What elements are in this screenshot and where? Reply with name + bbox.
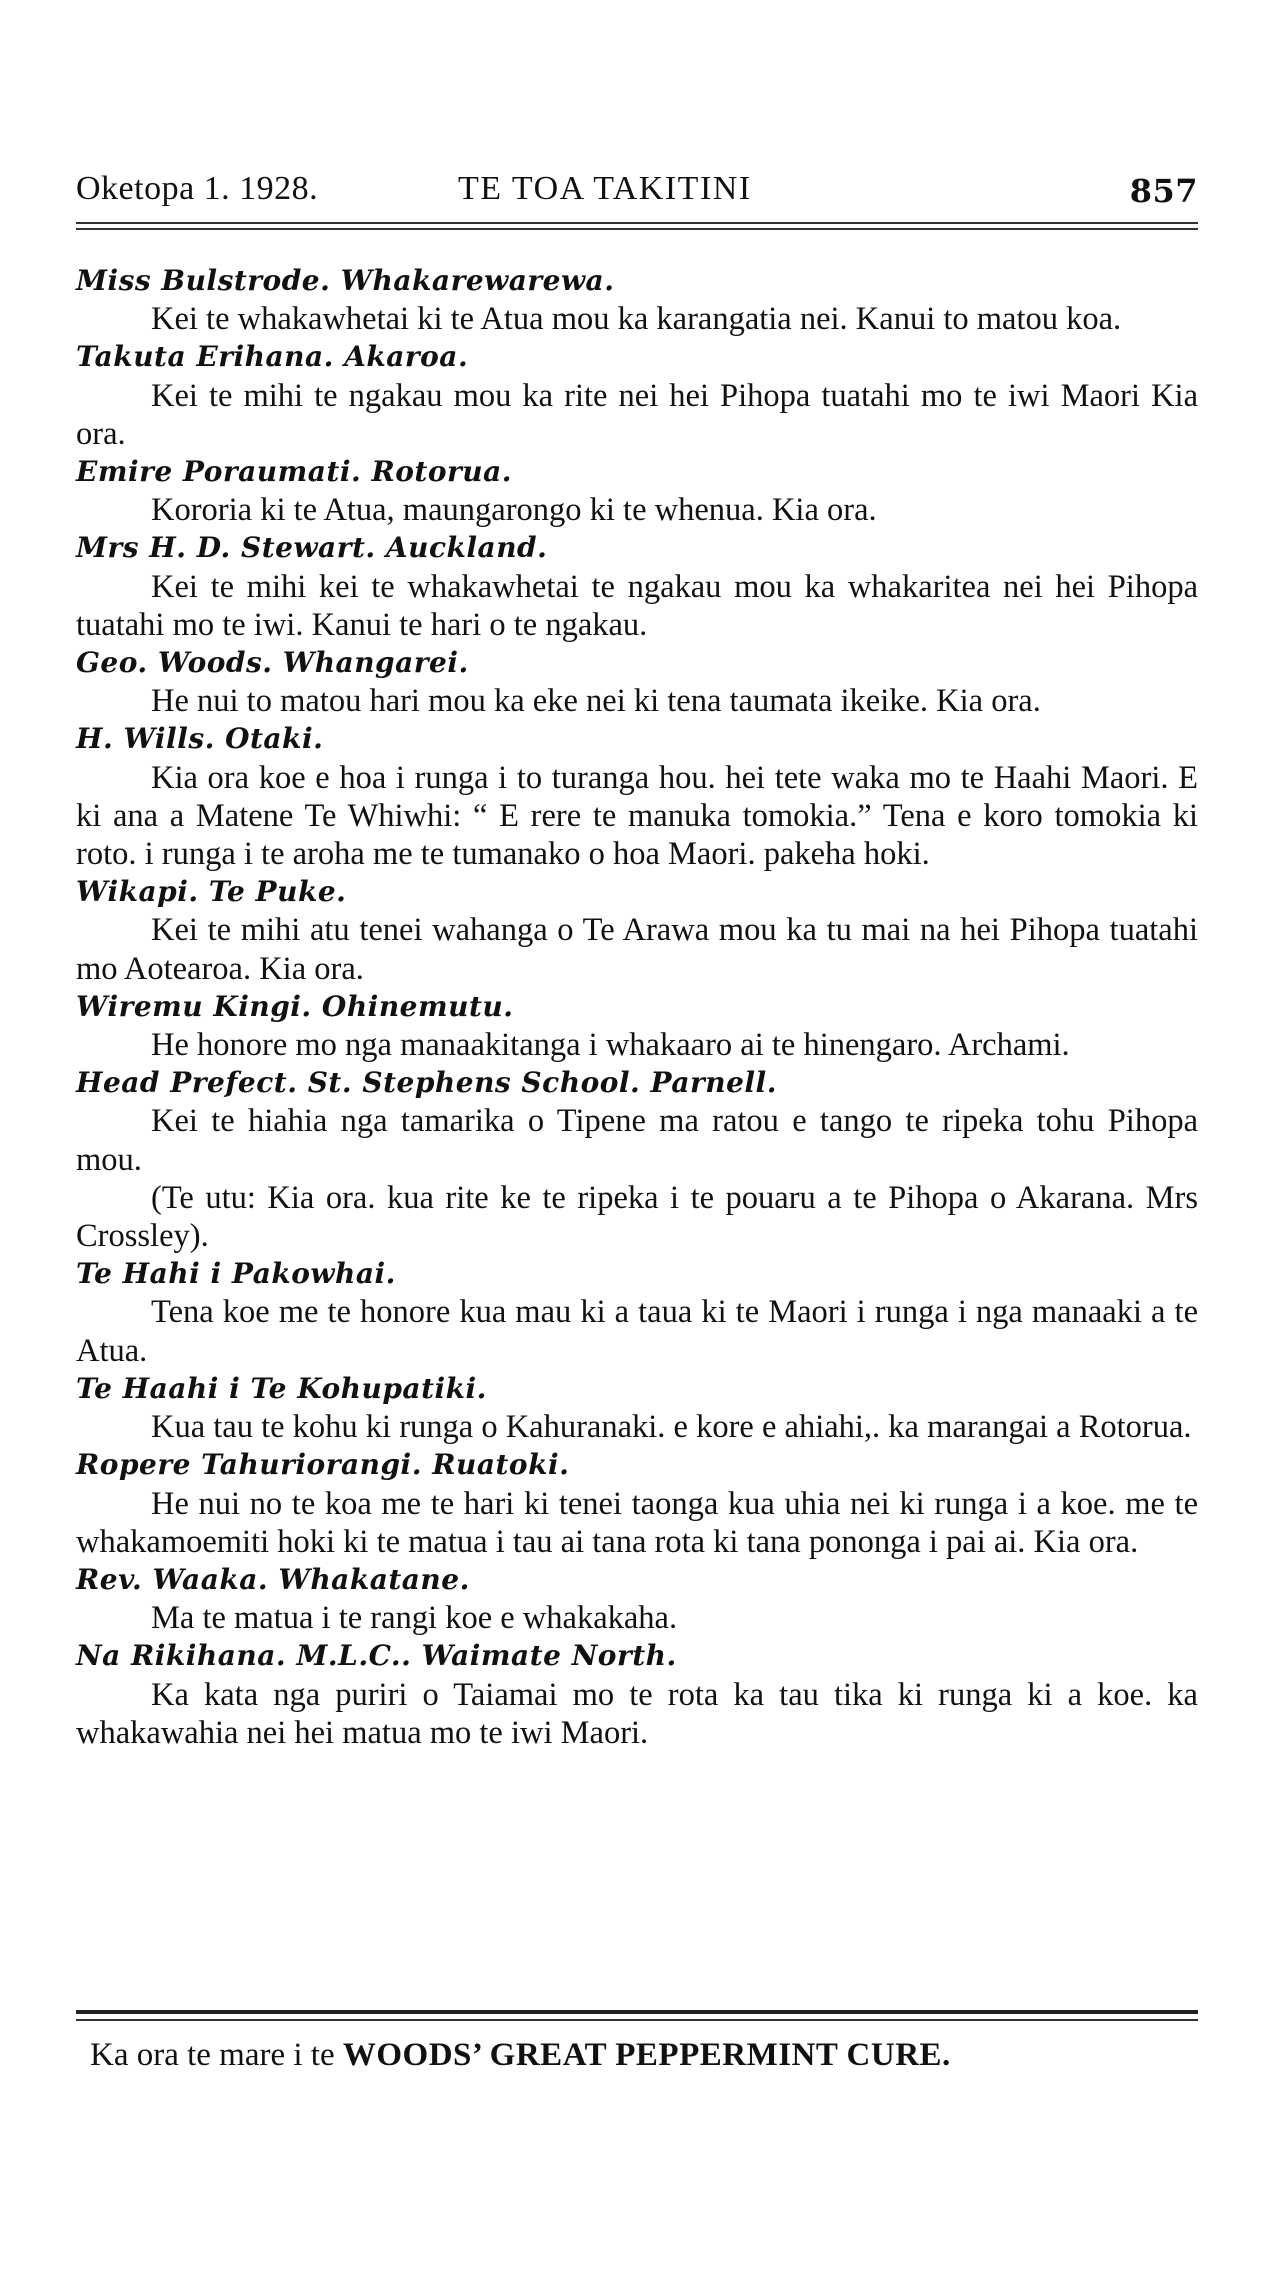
letter-entry: [76, 1370, 1198, 1446]
advertisement-product: WOODS’ GREAT PEPPERMINT CURE.: [342, 2037, 951, 2073]
letter-entry: [76, 1179, 1198, 1255]
letter-author: Wiremu Kingi. Ohinemutu.: [76, 989, 514, 1023]
letter-author: Mrs H. D. Stewart. Auckland.: [76, 531, 548, 565]
letter-text: Kei te mihi kei te whakawhetai te ngakau mou ka whakaritea nei hei Pihopa tuatahi mo te iwi. Kanui te hari o te ngakau.: [76, 568, 1198, 643]
letter-text: He nui to matou hari mou ka eke nei ki tena taumata ikeike. Kia ora.: [151, 683, 1041, 720]
issue-date: Oketopa 1. 1928.: [76, 170, 319, 207]
advertisement-lead: Ka ora te mare i te: [90, 2037, 335, 2073]
letter-author: Geo. Woods. Whangarei.: [76, 646, 469, 680]
footer-rule-top: [76, 2010, 1198, 2014]
letter-author: Takuta Erihana. Akaroa.: [76, 340, 469, 374]
footer-rule-bottom: [76, 2019, 1198, 2021]
letter-entry: [76, 262, 1198, 338]
letter-text: Tena koe me te honore kua mau ki a taua ki te Maori i runga i nga manaaki a te Atua.: [76, 1294, 1198, 1369]
letter-text: Kia ora koe e hoa i runga i to turanga hou. hei tete waka mo te Haahi Maori. E ki ana a Matene Te Whiwhi: “ E rere te manuka tomokia.” Tena e koro tomokia ki roto. i runga i te aroha me te tumanako o hoa Maori. pakeha hoki.: [76, 759, 1198, 873]
header-rule-top: [76, 222, 1198, 224]
page-number: 857: [1129, 172, 1198, 210]
letter-author: Te Haahi i Te Kohupatiki.: [76, 1371, 487, 1405]
letter-entry: [76, 1561, 1198, 1637]
page-header: [76, 170, 1198, 220]
letter-text: Ma te matua i te rangi koe e whakakaha.: [151, 1600, 678, 1637]
header-rule-bottom: [76, 228, 1198, 230]
letter-text: He nui no te koa me te hari ki tenei taonga kua uhia nei ki runga i a koe. me te whakamoemiti hoki ki te matua i tau ai tana rota ki tana pononga i pai ai. Kia ora.: [76, 1485, 1198, 1560]
letter-entry: [76, 873, 1198, 988]
advertisement: [76, 2036, 1198, 2074]
letter-entry: [76, 720, 1198, 873]
letter-author: Wikapi. Te Puke.: [76, 875, 347, 909]
letter-entry: [76, 644, 1198, 720]
letters-column: [76, 262, 1198, 1752]
letter-entry: [76, 1446, 1198, 1561]
publication-title: TE TOA TAKITINI: [458, 170, 752, 207]
letter-author: Head Prefect. St. Stephens School. Parnell.: [76, 1066, 777, 1100]
letter-text: (Te utu: Kia ora. kua rite ke te ripeka i te pouaru a te Pihopa o Akarana. Mrs Crossley).: [76, 1179, 1198, 1255]
letter-author: Emire Poraumati. Rotorua.: [76, 455, 513, 489]
letter-author: Rev. Waaka. Whakatane.: [76, 1562, 470, 1596]
letter-text: Kei te whakawhetai ki te Atua mou ka karangatia nei. Kanui to matou koa.: [151, 301, 1122, 338]
letter-text: Kei te mihi te ngakau mou ka rite nei hei Pihopa tuatahi mo te iwi Maori Kia ora.: [76, 377, 1198, 452]
letter-author: Ropere Tahuriorangi. Ruatoki.: [76, 1448, 570, 1482]
letter-author: Na Rikihana. M.L.C.. Waimate North.: [76, 1639, 677, 1673]
letter-entry: [76, 453, 1198, 529]
letter-entry: [76, 1637, 1198, 1752]
letter-text: Kei te hiahia nga tamarika o Tipene ma ratou e tango te ripeka tohu Pihopa mou.: [76, 1103, 1198, 1178]
letter-text: Kororia ki te Atua, maungarongo ki te whenua. Kia ora.: [151, 492, 877, 529]
letter-author: H. Wills. Otaki.: [76, 722, 324, 756]
letter-entry: [76, 1255, 1198, 1370]
newspaper-page: [76, 0, 1198, 2283]
letter-author: Te Hahi i Pakowhai.: [76, 1257, 396, 1291]
letter-text: He honore mo nga manaakitanga i whakaaro ai te hinengaro. Archami.: [151, 1027, 1070, 1064]
letter-entry: [76, 338, 1198, 453]
letter-entry: [76, 529, 1198, 644]
letter-text: Kua tau te kohu ki runga o Kahuranaki. e kore e ahiahi,. ka marangai a Rotorua.: [151, 1409, 1192, 1446]
letter-entry: [76, 988, 1198, 1064]
letter-text: Ka kata nga puriri o Taiamai mo te rota ka tau tika ki runga ki a koe. ka whakawahia nei hei matua mo te iwi Maori.: [76, 1676, 1198, 1751]
letter-author: Miss Bulstrode. Whakarewarewa.: [76, 264, 615, 297]
letter-entry: [76, 1064, 1198, 1179]
letter-text: Kei te mihi atu tenei wahanga o Te Arawa mou ka tu mai na hei Pihopa tuatahi mo Aotearoa. Kia ora.: [76, 912, 1198, 987]
